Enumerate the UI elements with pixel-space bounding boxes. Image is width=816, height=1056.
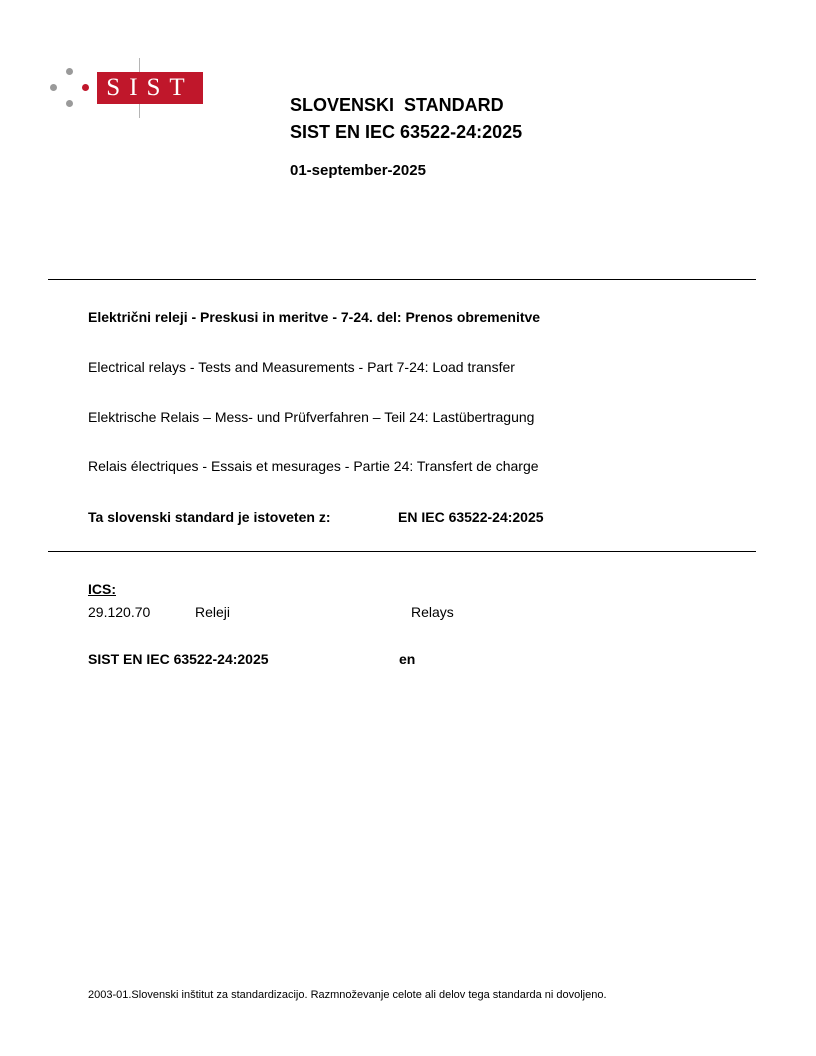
title-english: Electrical relays - Tests and Measurements - Part 7-24: Load transfer — [88, 359, 515, 375]
publication-date: 01-september-2025 — [290, 162, 426, 179]
divider-bottom — [48, 551, 756, 552]
copyright-footer: 2003-01.Slovenski inštitut za standardizacijo. Razmnoževanje celote ali delov tega standarda ni dovoljeno. — [88, 989, 607, 1001]
sist-logo — [48, 58, 208, 120]
logo-dot-bottom — [66, 100, 73, 107]
standard-type: SLOVENSKI STANDARD — [290, 95, 504, 115]
divider-top — [48, 279, 756, 280]
logo-dot-red — [82, 84, 89, 91]
ics-code: 29.120.70 — [88, 604, 151, 620]
identical-value: EN IEC 63522-24:2025 — [398, 509, 544, 525]
logo-wordmark: SIST — [97, 72, 203, 104]
title-french: Relais électriques - Essais et mesurages - Partie 24: Transfert de charge — [88, 458, 539, 474]
logo-dot-top — [66, 68, 73, 75]
designation-code: SIST EN IEC 63522-24:2025 — [88, 651, 269, 667]
title-slovenian: Električni releji - Preskusi in meritve - 7-24. del: Prenos obremenitve — [88, 309, 541, 325]
ics-heading: ICS: — [88, 581, 116, 597]
standard-number: SIST EN IEC 63522-24:2025 — [290, 122, 523, 142]
identical-label: Ta slovenski standard je istoveten z: — [88, 509, 331, 525]
logo-dot-left — [50, 84, 57, 91]
designation-language: en — [399, 651, 416, 667]
ics-description-en: Relays — [411, 604, 454, 620]
ics-description-sl: Releji — [195, 604, 231, 620]
title-german: Elektrische Relais – Mess- und Prüfverfahren – Teil 24: Lastübertragung — [88, 409, 535, 425]
